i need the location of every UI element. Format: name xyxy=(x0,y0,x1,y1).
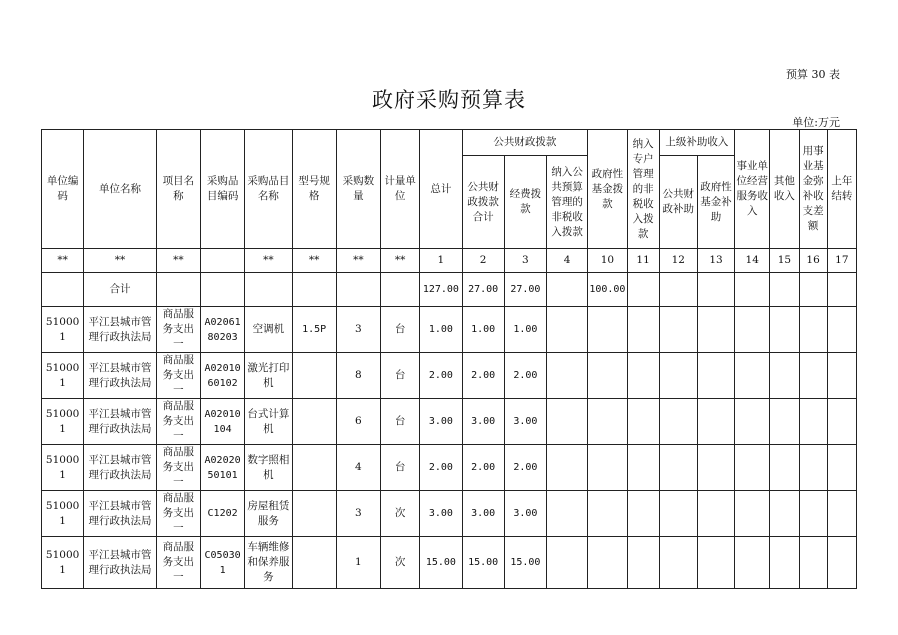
header-public-finance-group: 公共财政拨款 xyxy=(462,130,588,156)
model-cell xyxy=(292,445,336,491)
header-item-code: 采购品目编码 xyxy=(200,130,244,249)
public-total-cell: 2.00 xyxy=(462,445,504,491)
project-name-cell: 商品服务支出一 xyxy=(156,399,200,445)
public-total-cell: 3.00 xyxy=(462,399,504,445)
table-row xyxy=(42,491,857,537)
header-fund-allocation: 政府性基金拨款 xyxy=(588,130,627,249)
index-cell: 12 xyxy=(659,249,697,273)
public-total-cell: 3.00 xyxy=(462,491,504,537)
empty-cell xyxy=(827,307,856,353)
total-fund: 100.00 xyxy=(588,273,627,307)
public-total-cell: 1.00 xyxy=(462,307,504,353)
index-cell: 17 xyxy=(827,249,856,273)
expense-cell: 3.00 xyxy=(504,399,546,445)
quantity-cell: 1 xyxy=(336,537,380,589)
empty-cell xyxy=(827,445,856,491)
empty-cell xyxy=(547,537,588,589)
empty-cell xyxy=(659,399,697,445)
expense-cell: 3.00 xyxy=(504,491,546,537)
unit-name-cell: 平江县城市管理行政执法局 xyxy=(84,399,156,445)
model-cell xyxy=(292,353,336,399)
index-cell: ** xyxy=(84,249,156,273)
index-cell: 10 xyxy=(588,249,627,273)
unit-name-cell: 平江县城市管理行政执法局 xyxy=(84,537,156,589)
public-total-cell: 15.00 xyxy=(462,537,504,589)
empty-cell xyxy=(547,491,588,537)
measure-unit-cell: 台 xyxy=(381,353,420,399)
expense-cell: 2.00 xyxy=(504,445,546,491)
item-code-cell: A0206180203 xyxy=(200,307,244,353)
project-name-cell: 商品服务支出一 xyxy=(156,353,200,399)
unit-code-cell: 510001 xyxy=(42,537,84,589)
table-row xyxy=(42,353,857,399)
measure-unit-cell: 台 xyxy=(381,307,420,353)
empty-cell xyxy=(697,491,734,537)
public-total-cell: 2.00 xyxy=(462,353,504,399)
empty-cell xyxy=(827,537,856,589)
empty-cell xyxy=(827,399,856,445)
empty-cell xyxy=(659,353,697,399)
total-cell: 2.00 xyxy=(420,445,462,491)
unit-code-cell: 510001 xyxy=(42,307,84,353)
unit-name-cell: 平江县城市管理行政执法局 xyxy=(84,307,156,353)
measure-unit-cell: 台 xyxy=(381,399,420,445)
index-cell: 14 xyxy=(735,249,770,273)
expense-cell: 1.00 xyxy=(504,307,546,353)
index-cell: 1 xyxy=(420,249,462,273)
index-cell xyxy=(200,249,244,273)
item-name-cell: 台式计算机 xyxy=(245,399,292,445)
empty-cell xyxy=(627,491,659,537)
empty-cell xyxy=(547,445,588,491)
total-cell: 1.00 xyxy=(420,307,462,353)
header-business-income: 事业单位经营服务收入 xyxy=(735,130,770,249)
empty-cell xyxy=(770,399,799,445)
total-cell: 3.00 xyxy=(420,491,462,537)
total-sum: 127.00 xyxy=(420,273,462,307)
empty-cell xyxy=(588,353,627,399)
item-code-cell: C1202 xyxy=(200,491,244,537)
empty-cell xyxy=(659,445,697,491)
empty-cell xyxy=(799,491,827,537)
project-name-cell: 商品服务支出一 xyxy=(156,307,200,353)
empty-cell xyxy=(735,537,770,589)
empty-cell xyxy=(735,353,770,399)
empty-cell xyxy=(799,537,827,589)
header-expense: 经费拨款 xyxy=(504,156,546,249)
unit-code-cell: 510001 xyxy=(42,491,84,537)
header-item-name: 采购品目名称 xyxy=(245,130,292,249)
item-code-cell: A02010104 xyxy=(200,399,244,445)
empty-cell xyxy=(770,537,799,589)
project-name-cell: 商品服务支出一 xyxy=(156,445,200,491)
unit-name-cell: 平江县城市管理行政执法局 xyxy=(84,353,156,399)
empty-cell xyxy=(770,307,799,353)
item-name-cell: 激光打印机 xyxy=(245,353,292,399)
empty-cell xyxy=(735,399,770,445)
expense-cell: 15.00 xyxy=(504,537,546,589)
empty-cell xyxy=(627,307,659,353)
header-carryover: 上年结转 xyxy=(827,130,856,249)
expense-cell: 2.00 xyxy=(504,353,546,399)
index-cell: 4 xyxy=(547,249,588,273)
model-cell: 1.5P xyxy=(292,307,336,353)
item-name-cell: 空调机 xyxy=(245,307,292,353)
empty-cell xyxy=(697,399,734,445)
header-project-name: 项目名称 xyxy=(156,130,200,249)
index-row xyxy=(42,249,857,273)
header-unit-name: 单位名称 xyxy=(84,130,156,249)
empty-cell xyxy=(799,399,827,445)
header-row-1 xyxy=(42,130,857,156)
item-name-cell: 房屋租赁服务 xyxy=(245,491,292,537)
item-name-cell: 车辆维修和保养服务 xyxy=(245,537,292,589)
empty-cell xyxy=(799,445,827,491)
empty-cell xyxy=(770,353,799,399)
page-title: 政府采购预算表 xyxy=(372,88,526,112)
index-cell: ** xyxy=(42,249,84,273)
empty-cell xyxy=(588,307,627,353)
empty-cell xyxy=(547,307,588,353)
empty-cell xyxy=(827,491,856,537)
header-model: 型号规格 xyxy=(292,130,336,249)
index-cell: ** xyxy=(156,249,200,273)
unit-name-cell: 平江县城市管理行政执法局 xyxy=(84,491,156,537)
total-cell: 3.00 xyxy=(420,399,462,445)
total-row xyxy=(42,273,857,307)
empty-cell xyxy=(735,445,770,491)
header-total: 总计 xyxy=(420,130,462,249)
project-name-cell: 商品服务支出一 xyxy=(156,537,200,589)
empty-cell xyxy=(799,353,827,399)
quantity-cell: 4 xyxy=(336,445,380,491)
item-code-cell: C050301 xyxy=(200,537,244,589)
index-cell: 13 xyxy=(697,249,734,273)
total-expense: 27.00 xyxy=(504,273,546,307)
quantity-cell: 3 xyxy=(336,307,380,353)
empty-cell xyxy=(659,307,697,353)
empty-cell xyxy=(697,307,734,353)
empty-cell xyxy=(627,399,659,445)
empty-cell xyxy=(588,537,627,589)
empty-cell xyxy=(697,353,734,399)
empty-cell xyxy=(659,491,697,537)
unit-code-cell: 510001 xyxy=(42,445,84,491)
empty-cell xyxy=(547,399,588,445)
index-cell: ** xyxy=(292,249,336,273)
unit-label: 单位:万元 xyxy=(792,116,840,129)
index-cell: 11 xyxy=(627,249,659,273)
header-subsidy-group: 上级补助收入 xyxy=(659,130,734,156)
measure-unit-cell: 次 xyxy=(381,491,420,537)
procurement-budget-table xyxy=(41,129,857,589)
index-cell: 3 xyxy=(504,249,546,273)
unit-code-cell: 510001 xyxy=(42,353,84,399)
empty-cell xyxy=(770,491,799,537)
index-cell: 16 xyxy=(799,249,827,273)
quantity-cell: 6 xyxy=(336,399,380,445)
table-row xyxy=(42,537,857,589)
table-row xyxy=(42,445,857,491)
model-cell xyxy=(292,491,336,537)
empty-cell xyxy=(588,399,627,445)
index-cell: ** xyxy=(245,249,292,273)
empty-cell xyxy=(588,491,627,537)
header-measure-unit: 计量单位 xyxy=(381,130,420,249)
empty-cell xyxy=(827,353,856,399)
unit-code-cell: 510001 xyxy=(42,399,84,445)
quantity-cell: 3 xyxy=(336,491,380,537)
empty-cell xyxy=(735,307,770,353)
index-cell: ** xyxy=(336,249,380,273)
header-public-subsidy: 公共财政补助 xyxy=(659,156,697,249)
measure-unit-cell: 次 xyxy=(381,537,420,589)
item-code-cell: A0202050101 xyxy=(200,445,244,491)
empty-cell xyxy=(697,445,734,491)
empty-cell xyxy=(799,307,827,353)
unit-name-cell: 平江县城市管理行政执法局 xyxy=(84,445,156,491)
index-cell: 15 xyxy=(770,249,799,273)
table-row xyxy=(42,307,857,353)
item-name-cell: 数字照相机 xyxy=(245,445,292,491)
empty-cell xyxy=(697,537,734,589)
total-public: 27.00 xyxy=(462,273,504,307)
item-code-cell: A0201060102 xyxy=(200,353,244,399)
model-cell xyxy=(292,537,336,589)
project-name-cell: 商品服务支出一 xyxy=(156,491,200,537)
measure-unit-cell: 台 xyxy=(381,445,420,491)
table-number: 预算 30 表 xyxy=(786,68,840,81)
total-cell: 2.00 xyxy=(420,353,462,399)
index-cell: ** xyxy=(381,249,420,273)
empty-cell xyxy=(627,353,659,399)
empty-cell xyxy=(770,445,799,491)
total-label: 合计 xyxy=(84,273,156,307)
empty-cell xyxy=(627,537,659,589)
index-cell: 2 xyxy=(462,249,504,273)
empty-cell xyxy=(627,445,659,491)
table-row xyxy=(42,399,857,445)
quantity-cell: 8 xyxy=(336,353,380,399)
empty-cell xyxy=(659,537,697,589)
header-special-account: 纳入专户管理的非税收入拨款 xyxy=(627,130,659,249)
total-cell: 15.00 xyxy=(420,537,462,589)
empty-cell xyxy=(735,491,770,537)
empty-cell xyxy=(588,445,627,491)
header-fund-subsidy: 政府性基金补助 xyxy=(697,156,734,249)
model-cell xyxy=(292,399,336,445)
header-quantity: 采购数量 xyxy=(336,130,380,249)
empty-cell xyxy=(547,353,588,399)
header-nontax: 纳入公共预算管理的非税收入拨款 xyxy=(547,156,588,249)
header-reserve-fund: 用事业基金弥补收支差额 xyxy=(799,130,827,249)
header-public-total: 公共财政拨款合计 xyxy=(462,156,504,249)
header-unit-code: 单位编码 xyxy=(42,130,84,249)
header-other-income: 其他收入 xyxy=(770,130,799,249)
